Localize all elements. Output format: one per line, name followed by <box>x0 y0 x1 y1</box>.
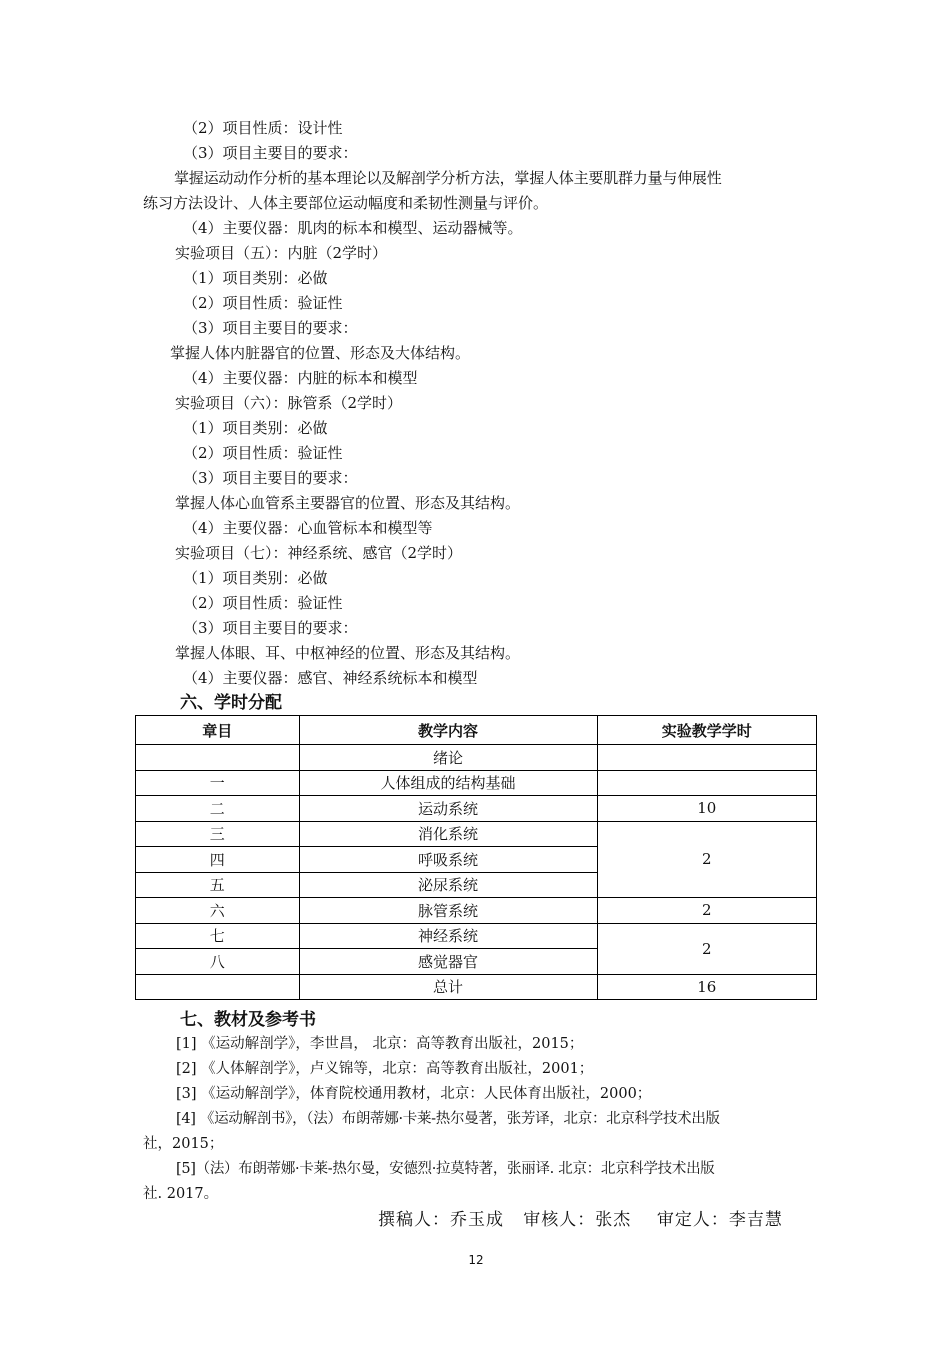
table-row <box>136 745 817 771</box>
text-line: （1）项目类别：必做 <box>183 419 328 437</box>
chapter-cell: 三 <box>136 821 300 847</box>
text-line: （3）项目主要目的要求： <box>183 319 358 337</box>
content-cell: 运动系统 <box>299 796 597 822</box>
table-header-cell: 教学内容 <box>299 716 597 745</box>
hours-cell: 2 <box>597 923 816 974</box>
section-heading: 六、学时分配 <box>180 693 282 713</box>
table-header-row <box>136 716 817 745</box>
text-line: （2）项目性质：设计性 <box>183 119 343 137</box>
hours-table <box>135 715 817 1000</box>
text-line: 实验项目（五）：内脏（2学时） <box>175 244 388 262</box>
text-line: （1）项目类别：必做 <box>183 569 328 587</box>
content-cell: 消化系统 <box>299 821 597 847</box>
reference-line: [1] 《运动解剖学》，李世昌， 北京：高等教育出版社，2015； <box>176 1036 584 1052</box>
text-line: 掌握人体内脏器官的位置、形态及大体结构。 <box>170 344 471 362</box>
content-cell: 神经系统 <box>299 923 597 949</box>
text-line: （1）项目类别：必做 <box>183 269 328 287</box>
chapter-cell <box>136 745 300 771</box>
section-heading: 七、教材及参考书 <box>180 1010 316 1030</box>
text-line: 掌握人体心血管系主要器官的位置、形态及其结构。 <box>175 494 521 512</box>
chapter-cell: 七 <box>136 923 300 949</box>
table-header-cell: 章目 <box>136 716 300 745</box>
content-cell: 绪论 <box>299 745 597 771</box>
reference-line: [3] 《运动解剖学》，体育院校通用教材，北京：人民体育出版社，2000； <box>176 1086 652 1102</box>
content-cell: 泌尿系统 <box>299 872 597 898</box>
text-line: 实验项目（七）：神经系统、感官（2学时） <box>175 544 463 562</box>
text-line: 实验项目（六）：脉管系（2学时） <box>175 394 403 412</box>
table-row <box>136 821 817 847</box>
table-header-cell: 实验教学学时 <box>597 716 816 745</box>
chapter-cell: 五 <box>136 872 300 898</box>
signature-line: 撰稿人：乔玉成 审核人：张杰 审定人：李吉慧 <box>378 1210 783 1230</box>
hours-cell: 2 <box>597 821 816 898</box>
text-line: （3）项目主要目的要求： <box>183 619 358 637</box>
chapter-cell: 二 <box>136 796 300 822</box>
page-number: 12 <box>468 1253 484 1267</box>
hours-cell: 16 <box>597 974 816 1000</box>
text-line: （2）项目性质：验证性 <box>183 444 343 462</box>
text-line: （4）主要仪器：内脏的标本和模型 <box>183 369 418 387</box>
hours-cell <box>597 745 816 771</box>
content-cell: 感觉器官 <box>299 949 597 975</box>
table-row <box>136 796 817 822</box>
table-row <box>136 898 817 924</box>
text-line: 练习方法设计、人体主要部位运动幅度和柔韧性测量与评价。 <box>143 194 549 212</box>
text-line: （4）主要仪器：心血管标本和模型等 <box>183 519 433 537</box>
hours-cell <box>597 770 816 796</box>
table-row <box>136 770 817 796</box>
text-line: 掌握人体眼、耳、中枢神经的位置、形态及其结构。 <box>175 644 521 662</box>
reference-line: 社，2015； <box>143 1136 224 1152</box>
reference-line: [4] 《运动解剖书》，（法）布朗蒂娜·卡莱-热尔曼著，张芳译，北京：北京科学技术出版 <box>176 1111 720 1127</box>
content-cell: 脉管系统 <box>299 898 597 924</box>
text-line: （4）主要仪器：肌肉的标本和模型、运动器械等。 <box>183 219 523 237</box>
content-cell: 总计 <box>299 974 597 1000</box>
text-line: 掌握运动动作分析的基本理论以及解剖学分析方法，掌握人体主要肌群力量与伸展性 <box>174 169 722 187</box>
chapter-cell: 四 <box>136 847 300 873</box>
chapter-cell: 六 <box>136 898 300 924</box>
reference-line: 社. 2017。 <box>143 1186 219 1202</box>
text-line: （3）项目主要目的要求： <box>183 469 358 487</box>
hours-cell: 10 <box>597 796 816 822</box>
reference-line: [5]（法）布朗蒂娜·卡莱-热尔曼，安德烈·拉莫特著，张丽译. 北京：北京科学技术出版 <box>176 1161 715 1177</box>
reference-line: [2] 《人体解剖学》，卢义锦等，北京：高等教育出版社，2001； <box>176 1061 594 1077</box>
table-row <box>136 923 817 949</box>
content-cell: 呼吸系统 <box>299 847 597 873</box>
text-line: （2）项目性质：验证性 <box>183 294 343 312</box>
chapter-cell <box>136 974 300 1000</box>
text-line: （4）主要仪器：感官、神经系统标本和模型 <box>183 669 478 687</box>
chapter-cell: 一 <box>136 770 300 796</box>
text-line: （3）项目主要目的要求： <box>183 144 358 162</box>
chapter-cell: 八 <box>136 949 300 975</box>
text-line: （2）项目性质：验证性 <box>183 594 343 612</box>
table-total-row <box>136 974 817 1000</box>
hours-cell: 2 <box>597 898 816 924</box>
content-cell: 人体组成的结构基础 <box>299 770 597 796</box>
